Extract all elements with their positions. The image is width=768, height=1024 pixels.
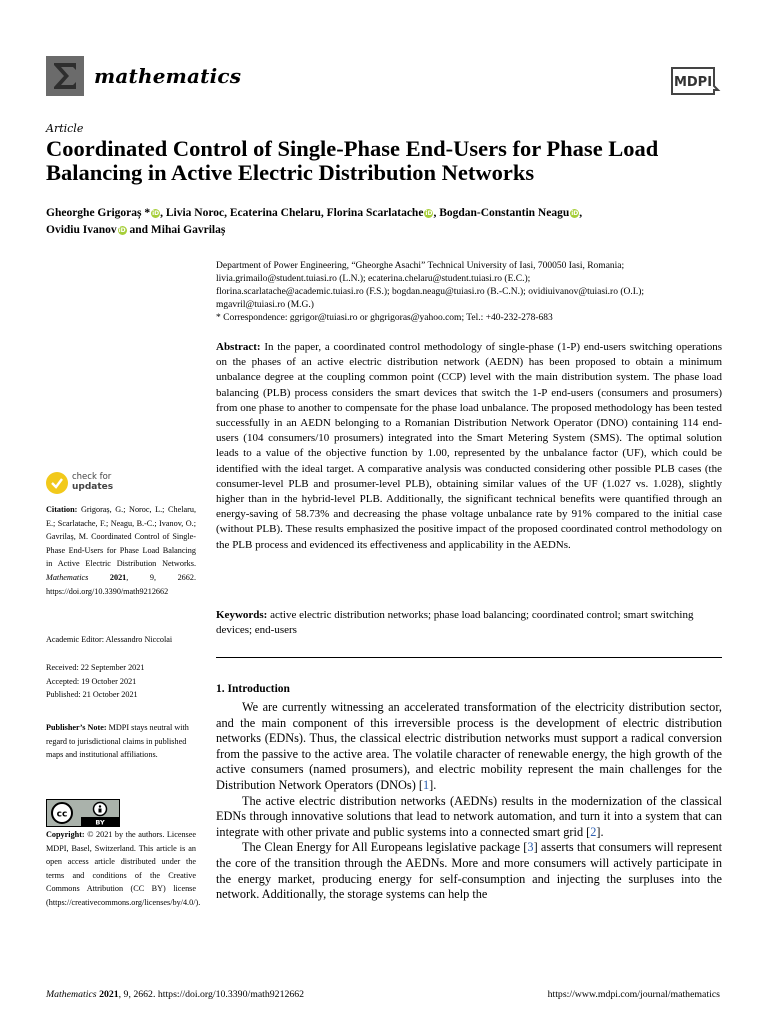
author-5[interactable]: Bogdan-Constantin Neagu: [439, 207, 570, 219]
paragraph: We are currently witnessing an accelerated transformation of the electricity distribution sector, and the main component of this irreversible process is the development of electric distribution networks (EDNs). Thus, the classical electric distribution networks must support a radical conversion from the passive to the active area. The volatile character of renewable energy, the high growth of the active consumers (named prosumers), and electric mobility represent the main challenges for the Distribution Network Operators (DNOs) [1].: [216, 700, 722, 792]
keywords-text: active electric distribution networks; phase load balancing; coordinated control; smart switching devices; end-users: [216, 609, 694, 637]
divider: [216, 657, 722, 658]
publisher-note: Publisher’s Note: MDPI stays neutral with regard to jurisdictional claims in published maps and institutional affiliations.: [46, 723, 189, 760]
article-dates: [46, 661, 196, 702]
author-list: [46, 205, 736, 239]
citation-link[interactable]: 1: [422, 777, 430, 792]
paragraph: The active electric distribution networks (AEDNs) results in the modernization of the classical EDNs through innovative solutions that lead to network automation, and turn it into a system that can integrate with other private and public systems into a connected smart grid [2].: [216, 793, 722, 839]
cc-by-license-badge[interactable]: [46, 799, 120, 827]
article-type: Article: [46, 122, 84, 135]
author-2[interactable]: Livia Noroc: [165, 207, 225, 219]
section-heading: 1. Introduction: [216, 683, 290, 695]
affiliation-line: florina.scarlatache@academic.tuiasi.ro (F.S.); bogdan.neagu@tuiasi.ro (B.-C.N.); ovidiuivanov@tuiasi.ro (O.I.);: [216, 287, 645, 297]
author-6[interactable]: Ovidiu Ivanov: [46, 224, 117, 236]
orcid-icon[interactable]: iD: [425, 210, 433, 217]
journal-name: mathematics: [94, 64, 242, 88]
orcid-icon[interactable]: iD: [118, 227, 126, 234]
author-4[interactable]: Florina Scarlatache: [326, 207, 424, 219]
sigma-icon: [46, 56, 84, 96]
introduction-body: [216, 700, 722, 903]
published-date: Published: 21 October 2021: [46, 690, 138, 700]
check-for-updates-button[interactable]: [46, 470, 166, 496]
author-line-2: Ovidiu Ivanov iD and Mihai Gavrilaș: [46, 224, 226, 236]
abstract-text: In the paper, a coordinated control methodology of single-phase (1-P) end-users switching operations on the phases of an active electric distribution network (AEDN) has been proposed to obtain a minimum unbalance degree at the coupling common point (CCP) level with the main distribution system. The phase load balancing (PLB) process considers the smart devices that switch the 1-P end-users (consumers and prosumers) from one phase to another to compensate for the phase load unbalance. The proposed methodology has been tested successfully in an AEDN belonging to a Romanian Distribution Network Operator (DNO) containing 114 end-users (104 consumers/10 prosumers) integrated into the Smart Metering System (SMS). The optimal solution leads to a value of the objective function by 1.00, represented by the unbalance factor (UF), which could be identified with the ideal target. A comparative analysis was conducted considering other possible PLB cases (the consumer-level PLB and prosumer-level PLB), obtaining similar values of the UF (1.027 vs. 1.028), slightly higher than in the hybrid-level PLB. Additionally, the significant technical benefits were quantified through an energy-saving of 58.73% and decreasing the phase voltage unbalance rate by 91% compared to the initial case (without PLB). These results emphasized the positive impact of the proposed coordinated control methodology on the PLB process and evidenced its effectiveness and applicability in the AEDNs.: [216, 341, 722, 551]
author-1[interactable]: Gheorghe Grigoraș *: [46, 207, 151, 219]
received-date: Received: 22 September 2021: [46, 663, 145, 672]
paper-title: Coordinated Control of Single-Phase End-Users for Phase Load Balancing in Active Electric Distribution Networks: [46, 136, 659, 185]
author-3[interactable]: Ecaterina Chelaru: [229, 207, 321, 219]
orcid-icon[interactable]: iD: [152, 210, 160, 217]
footer-citation: Mathematics 2021, 9, 2662. https://doi.org/10.3390/math9212662: [46, 989, 305, 1000]
citation-block: Citation: Grigoraș, G.; Noroc, L.; Chelaru, E.; Scarlatache, F.; Neagu, B.-C.; Ivanov, O.; Gavrilaș, M. Coordinated Control of Single-Phase End-Users for Phase Load Balancing in Active Electric Distribution Networks. Mathematics 2021, 9, 2662. https://doi.org/10.3390/math9212662: [46, 505, 197, 596]
citation-link[interactable]: 2: [590, 824, 597, 839]
author-7[interactable]: Mihai Gavrilaș: [150, 224, 226, 236]
keywords-label: Keywords:: [216, 609, 268, 621]
author-line-1: Gheorghe Grigoraș * iD, Livia Noroc, Ecaterina Chelaru, Florina Scarlatache iD, Bogdan-Constantin Neagu iD,: [46, 207, 583, 219]
keywords: [216, 608, 722, 638]
check-updates-label: updates: [72, 482, 114, 492]
mdpi-logo: [668, 64, 722, 102]
check-updates-label: check for: [72, 472, 112, 482]
affiliations: [216, 260, 736, 325]
copyright-notice: Copyright: © 2021 by the authors. Licensee MDPI, Basel, Switzerland. This article is an open access article distributed under the terms and conditions of the Creative Commons Attribution (CC BY) license (https://creativecommons.org/licenses/by/4.0/).: [46, 830, 201, 907]
mdpi-logo-text: MDPI: [673, 75, 713, 90]
check-updates-icon: [46, 472, 68, 494]
abstract-label: Abstract:: [216, 341, 261, 353]
correspondence: * Correspondence: ggrigor@tuiasi.ro or ghgrigoras@yahoo.com; Tel.: +40-232-278-683: [216, 313, 553, 323]
cc-badge-text: BY: [95, 818, 105, 826]
orcid-icon[interactable]: iD: [571, 210, 579, 217]
journal-logo: [46, 56, 84, 96]
accepted-date: Accepted: 19 October 2021: [46, 676, 137, 686]
footer-journal-url[interactable]: https://www.mdpi.com/journal/mathematics: [547, 989, 720, 1000]
affiliation-line: mgavril@tuiasi.ro (M.G.): [216, 300, 314, 310]
academic-editor: Academic Editor: Alessandro Niccolai: [46, 635, 173, 644]
paragraph: The Clean Energy for All Europeans legislative package [3] asserts that consumers will represent the core of the transition through the AEDNs. More and more consumers will actively participate in the energy market, producing energy for self-consumption and injecting the surpluses into the network. Additionally, the storage systems can help the: [216, 840, 722, 902]
abstract: [216, 340, 722, 553]
affiliation-line: Department of Power Engineering, “Gheorghe Asachi” Technical University of Iasi, 700050 Iasi, Romania;: [216, 261, 625, 271]
affiliation-line: livia.grimailo@student.tuiasi.ro (L.N.); ecaterina.chelaru@student.tuiasi.ro (E.C.);: [216, 274, 531, 284]
svg-text:cc: cc: [56, 809, 68, 820]
citation-link[interactable]: 3: [527, 840, 534, 855]
